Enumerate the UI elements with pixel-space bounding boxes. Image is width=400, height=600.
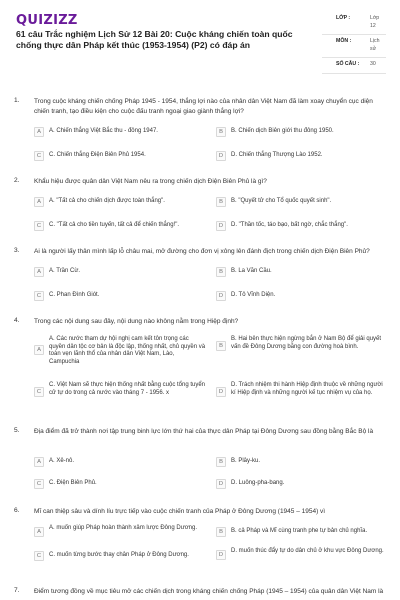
option-letter: C — [34, 551, 44, 561]
option-text: B. Hai bên thực hiện ngừng bắn ở Nam Bộ để giải quyết vấn đề Đông Dương bằng con đường hoà bình. — [231, 336, 382, 350]
option-c[interactable] — [34, 221, 204, 231]
option-b[interactable] — [216, 527, 388, 537]
option-letter: B — [216, 341, 226, 351]
option-d[interactable] — [216, 151, 386, 161]
option-c[interactable] — [34, 479, 204, 489]
meta-table — [322, 12, 386, 74]
question-number: 4. — [14, 317, 20, 324]
question-number: 2. — [14, 177, 20, 184]
meta-label: MÔN : — [336, 38, 352, 44]
option-text: B. Plây-ku. — [231, 458, 261, 464]
option-text: C. Việt Nam sẽ thực hiện thống nhất bằng cuộc tổng tuyển cử tự do trong cả nước vào tháng 7 - 1956. x — [49, 382, 206, 396]
option-text: B. "Quyết tử cho Tổ quốc quyết sinh". — [231, 198, 332, 204]
quizizz-logo: QUIZIZZ — [16, 13, 78, 28]
option-letter: A — [34, 127, 44, 137]
meta-value: 30 — [370, 61, 376, 67]
option-letter: A — [34, 267, 44, 277]
option-text: A. muốn giúp Pháp hoàn thành xâm lược Đông Dương. — [49, 525, 197, 531]
meta-value: Lớp 12 — [370, 15, 380, 29]
option-text: B. Chiến dịch Biên giới thu đông 1950. — [231, 128, 334, 134]
question-text: Địa điểm đã trở thành nơi tập trung binh lực lớn thứ hai của thực dân Pháp tại Đông Dương sau đồng bằng Bắc Bộ là — [34, 428, 374, 435]
option-a[interactable] — [34, 127, 204, 137]
option-text: D. Luông-pha-bang. — [231, 480, 285, 486]
option-letter: B — [216, 457, 226, 467]
option-b[interactable] — [216, 267, 386, 277]
option-letter: A — [34, 345, 44, 355]
option-a[interactable] — [34, 335, 206, 366]
question-text: Khẩu hiệu được quân dân Việt Nam nêu ra trong chiến dịch Điện Biên Phủ là gì? — [34, 178, 267, 185]
page-title: 61 câu Trắc nghiệm Lịch Sử 12 Bài 20: Cuộc kháng chiến toàn quốc chống thực dân Pháp kết thúc (1953-1954) (P2) có đáp án — [16, 29, 293, 50]
question-text: Mĩ can thiệp sâu và dính líu trực tiếp vào cuộc chiến tranh của Pháp ở Đông Dương (1945 – 1954) vì — [34, 508, 326, 515]
option-d[interactable] — [216, 479, 386, 489]
option-b[interactable] — [216, 457, 386, 467]
option-letter: B — [216, 267, 226, 277]
option-text: A. Trần Cừ. — [49, 268, 81, 274]
option-d[interactable] — [216, 381, 388, 397]
option-c[interactable] — [34, 551, 206, 561]
meta-question-count — [322, 58, 386, 74]
meta-subject — [322, 35, 386, 58]
meta-label: LỚP : — [336, 15, 351, 21]
option-text: C. Điện Biên Phủ. — [49, 480, 97, 486]
question-text: Điểm tương đồng về mục tiêu mở các chiến dịch trong kháng chiến chống Pháp (1945 – 1954) của quân dân Việt Nam là — [34, 588, 384, 595]
option-text: C. Chiến thắng Điện Biên Phủ 1954. — [49, 152, 146, 158]
option-text: D. Chiến thắng Thượng Lào 1952. — [231, 152, 323, 158]
option-text: B. La Văn Cầu. — [231, 268, 272, 274]
option-d[interactable] — [216, 547, 388, 560]
question-number: 3. — [14, 247, 20, 254]
option-text: D. Trách nhiệm thi hành Hiệp định thuộc về những người kí Hiệp định và những người kế tục nhiệm vụ của họ. — [231, 382, 383, 396]
question-number: 7. — [14, 587, 20, 594]
option-letter: C — [34, 291, 44, 301]
option-b[interactable] — [216, 127, 386, 137]
document-header — [0, 0, 400, 92]
meta-value: Lịch sử — [370, 38, 380, 52]
question-number: 1. — [14, 97, 20, 104]
option-c[interactable] — [34, 381, 206, 397]
option-text: D. "Thần tốc, táo bạo, bất ngờ, chắc thắng". — [231, 222, 348, 228]
option-d[interactable] — [216, 221, 386, 231]
meta-grade — [322, 12, 386, 35]
option-letter: B — [216, 127, 226, 137]
option-letter: D — [216, 291, 226, 301]
option-letter: D — [216, 151, 226, 161]
option-letter: D — [216, 387, 226, 397]
option-letter: B — [216, 527, 226, 537]
option-letter: C — [34, 221, 44, 231]
option-text: C. "Tất cả cho tiền tuyến, tất cả để chiến thắng!". — [49, 222, 180, 228]
option-letter: A — [34, 527, 44, 537]
option-letter: A — [34, 197, 44, 207]
option-text: C. muốn từng bước thay chân Pháp ở Đông Dương. — [49, 552, 189, 558]
question-text: Ai là người lấy thân mình lấp lỗ châu mai, mở đường cho đơn vị xông lên đánh địch trong chiến dịch Điện Biên Phủ? — [34, 248, 370, 255]
option-c[interactable] — [34, 291, 204, 301]
option-d[interactable] — [216, 291, 386, 301]
meta-label: SỐ CÂU : — [336, 61, 360, 67]
option-text: C. Phan Đình Giót. — [49, 292, 100, 298]
option-letter: B — [216, 197, 226, 207]
option-text: D. Tô Vĩnh Diện. — [231, 292, 276, 298]
option-a[interactable] — [34, 197, 204, 207]
option-text: A. Chiến thắng Việt Bắc thu - đông 1947. — [49, 128, 158, 134]
option-c[interactable] — [34, 151, 204, 161]
option-letter: D — [216, 550, 226, 560]
option-text: B. cả Pháp và Mĩ cùng tranh phe tự bản chủ nghĩa. — [231, 528, 368, 534]
question-number: 6. — [14, 507, 20, 514]
question-text: Trong các nội dung sau đây, nội dung nào không nằm trong Hiệp định? — [34, 318, 239, 325]
option-letter: D — [216, 479, 226, 489]
option-letter: C — [34, 387, 44, 397]
option-letter: C — [34, 151, 44, 161]
option-b[interactable] — [216, 197, 386, 207]
option-text: D. muốn thúc đẩy tự do dân chủ ở khu vực Đông Dương. — [231, 548, 384, 554]
option-letter: D — [216, 221, 226, 231]
question-text: Trong cuộc kháng chiến chống Pháp 1945 - 1954, thắng lợi nào của nhân dân Việt Nam đã làm xoay chuyển cục diện chiến tranh, tạo điều kiện cho cuộc đấu tranh ngoại giao giành thắng lợi? — [34, 98, 373, 115]
option-letter: C — [34, 479, 44, 489]
option-a[interactable] — [34, 524, 206, 537]
option-text: A. "Tất cả cho chiến dịch được toàn thắng". — [49, 198, 165, 204]
option-a[interactable] — [34, 267, 204, 277]
option-b[interactable] — [216, 335, 388, 351]
question-number: 5. — [14, 427, 20, 434]
option-letter: A — [34, 457, 44, 467]
option-text: A. Xê-nô. — [49, 458, 75, 464]
option-a[interactable] — [34, 457, 204, 467]
option-text: A. Các nước tham dự hội nghị cam kết tôn trọng các quyền dân tộc cơ bản là độc lập, thống nhất, chủ quyền và toàn vẹn lãnh thổ của nhân dân Việt Nam, Lào, Campuchia — [49, 336, 206, 365]
